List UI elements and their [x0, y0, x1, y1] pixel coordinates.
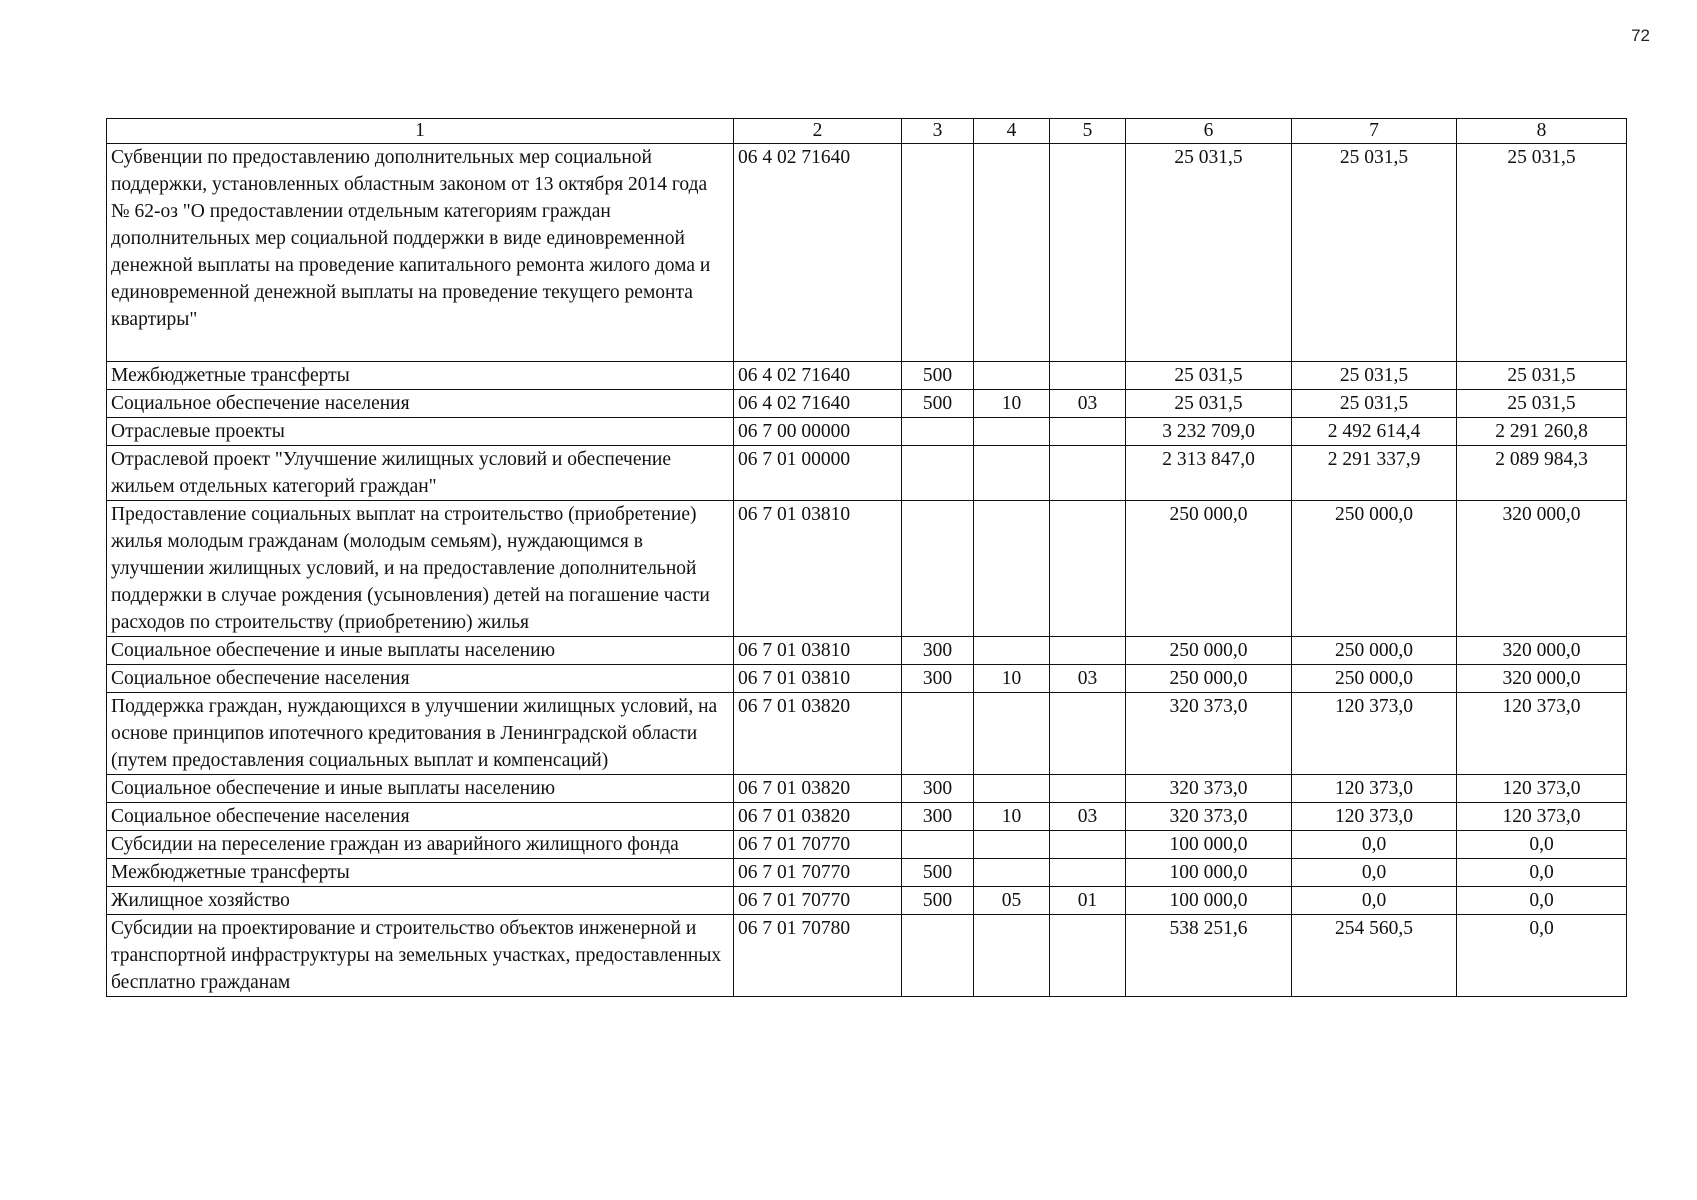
row-pr: 03	[1050, 665, 1126, 693]
header-col-1: 1	[107, 119, 734, 144]
table-row	[107, 915, 1627, 997]
row-pr	[1050, 446, 1126, 501]
row-value-7: 0,0	[1292, 859, 1457, 887]
row-code: 06 7 01 03820	[734, 803, 902, 831]
row-code: 06 4 02 71640	[734, 390, 902, 418]
row-value-6: 100 000,0	[1126, 831, 1292, 859]
row-pr	[1050, 915, 1126, 997]
row-code: 06 7 00 00000	[734, 418, 902, 446]
row-value-7: 254 560,5	[1292, 915, 1457, 997]
row-value-7: 120 373,0	[1292, 775, 1457, 803]
table-row	[107, 803, 1627, 831]
row-value-6: 320 373,0	[1126, 803, 1292, 831]
row-value-8: 25 031,5	[1457, 144, 1627, 362]
row-value-6: 538 251,6	[1126, 915, 1292, 997]
header-col-7: 7	[1292, 119, 1457, 144]
row-pr: 01	[1050, 887, 1126, 915]
table-row	[107, 144, 1627, 362]
row-code: 06 7 01 70780	[734, 915, 902, 997]
row-rz	[974, 144, 1050, 362]
row-value-6: 250 000,0	[1126, 665, 1292, 693]
header-col-8: 8	[1457, 119, 1627, 144]
table-row	[107, 501, 1627, 637]
row-vr	[902, 501, 974, 637]
row-pr: 03	[1050, 390, 1126, 418]
header-row	[107, 119, 1627, 144]
row-rz	[974, 775, 1050, 803]
row-vr: 300	[902, 637, 974, 665]
row-value-7: 2 291 337,9	[1292, 446, 1457, 501]
row-pr	[1050, 144, 1126, 362]
row-name: Социальное обеспечение и иные выплаты населению	[107, 637, 734, 665]
row-value-6: 3 232 709,0	[1126, 418, 1292, 446]
row-value-6: 250 000,0	[1126, 637, 1292, 665]
row-name: Субсидии на проектирование и строительство объектов инженерной и транспортной инфраструктуры на земельных участках, предоставленных бесплатно гражданам	[107, 915, 734, 997]
row-rz: 10	[974, 803, 1050, 831]
row-value-7: 120 373,0	[1292, 693, 1457, 775]
row-pr	[1050, 831, 1126, 859]
row-rz: 10	[974, 390, 1050, 418]
row-value-8: 2 291 260,8	[1457, 418, 1627, 446]
row-code: 06 4 02 71640	[734, 144, 902, 362]
row-name: Отраслевые проекты	[107, 418, 734, 446]
row-value-8: 120 373,0	[1457, 693, 1627, 775]
row-vr	[902, 831, 974, 859]
row-value-7: 25 031,5	[1292, 144, 1457, 362]
row-rz	[974, 446, 1050, 501]
row-value-8: 25 031,5	[1457, 390, 1627, 418]
table-row	[107, 859, 1627, 887]
row-value-6: 250 000,0	[1126, 501, 1292, 637]
row-code: 06 7 01 70770	[734, 887, 902, 915]
row-value-6: 100 000,0	[1126, 887, 1292, 915]
row-rz	[974, 418, 1050, 446]
row-rz	[974, 362, 1050, 390]
table-row	[107, 637, 1627, 665]
row-value-8: 320 000,0	[1457, 501, 1627, 637]
row-value-6: 25 031,5	[1126, 390, 1292, 418]
row-code: 06 7 01 03820	[734, 693, 902, 775]
row-value-7: 0,0	[1292, 887, 1457, 915]
row-value-7: 2 492 614,4	[1292, 418, 1457, 446]
header-col-2: 2	[734, 119, 902, 144]
row-pr	[1050, 362, 1126, 390]
row-vr	[902, 446, 974, 501]
row-name: Субвенции по предоставлению дополнительных мер социальной поддержки, установленных областным законом от 13 октября 2014 года № 62-оз "О предоставлении отдельным категориям граждан дополнительных мер социальной поддержки в виде единовременной денежной выплаты на проведение капитального ремонта жилого дома и единовременной денежной выплаты на проведение текущего ремонта квартиры"	[107, 144, 734, 362]
row-value-8: 120 373,0	[1457, 775, 1627, 803]
table-row	[107, 446, 1627, 501]
row-code: 06 4 02 71640	[734, 362, 902, 390]
row-vr: 500	[902, 887, 974, 915]
table-row	[107, 775, 1627, 803]
row-value-6: 25 031,5	[1126, 144, 1292, 362]
row-value-6: 320 373,0	[1126, 693, 1292, 775]
row-vr: 500	[902, 390, 974, 418]
row-name: Жилищное хозяйство	[107, 887, 734, 915]
row-name: Социальное обеспечение населения	[107, 803, 734, 831]
row-code: 06 7 01 70770	[734, 831, 902, 859]
row-name: Социальное обеспечение населения	[107, 390, 734, 418]
row-value-8: 0,0	[1457, 859, 1627, 887]
row-pr	[1050, 693, 1126, 775]
row-name: Отраслевой проект "Улучшение жилищных условий и обеспечение жильем отдельных категорий граждан"	[107, 446, 734, 501]
row-code: 06 7 01 03810	[734, 637, 902, 665]
row-rz: 10	[974, 665, 1050, 693]
row-rz	[974, 859, 1050, 887]
row-name: Поддержка граждан, нуждающихся в улучшении жилищных условий, на основе принципов ипотечного кредитования в Ленинградской области (путем предоставления социальных выплат и компенсаций)	[107, 693, 734, 775]
row-code: 06 7 01 03820	[734, 775, 902, 803]
page-number: 72	[1631, 26, 1650, 45]
header-col-4: 4	[974, 119, 1050, 144]
row-vr: 500	[902, 859, 974, 887]
table-row	[107, 390, 1627, 418]
row-code: 06 7 01 03810	[734, 501, 902, 637]
row-value-7: 25 031,5	[1292, 390, 1457, 418]
row-value-7: 250 000,0	[1292, 637, 1457, 665]
row-value-8: 2 089 984,3	[1457, 446, 1627, 501]
row-name: Предоставление социальных выплат на строительство (приобретение) жилья молодым гражданам (молодым семьям), нуждающимся в улучшении жилищных условий, и на предоставление дополнительной поддержки в случае рождения (усыновления) детей на погашение части расходов по строительству (приобретению) жилья	[107, 501, 734, 637]
row-vr: 300	[902, 665, 974, 693]
table-row	[107, 665, 1627, 693]
row-rz	[974, 693, 1050, 775]
row-name: Межбюджетные трансферты	[107, 362, 734, 390]
table-row	[107, 362, 1627, 390]
table-row	[107, 831, 1627, 859]
row-value-7: 25 031,5	[1292, 362, 1457, 390]
row-value-6: 2 313 847,0	[1126, 446, 1292, 501]
row-pr	[1050, 637, 1126, 665]
row-value-7: 0,0	[1292, 831, 1457, 859]
row-rz: 05	[974, 887, 1050, 915]
row-pr	[1050, 418, 1126, 446]
row-value-7: 250 000,0	[1292, 501, 1457, 637]
row-vr	[902, 693, 974, 775]
row-vr: 300	[902, 775, 974, 803]
row-rz	[974, 501, 1050, 637]
header-col-5: 5	[1050, 119, 1126, 144]
row-value-8: 320 000,0	[1457, 637, 1627, 665]
table-row	[107, 693, 1627, 775]
budget-table	[106, 118, 1627, 997]
header-col-3: 3	[902, 119, 974, 144]
row-vr: 300	[902, 803, 974, 831]
row-pr	[1050, 775, 1126, 803]
row-name: Социальное обеспечение и иные выплаты населению	[107, 775, 734, 803]
row-value-7: 120 373,0	[1292, 803, 1457, 831]
row-value-8: 0,0	[1457, 915, 1627, 997]
table-row	[107, 887, 1627, 915]
row-rz	[974, 831, 1050, 859]
row-value-8: 0,0	[1457, 831, 1627, 859]
row-value-6: 100 000,0	[1126, 859, 1292, 887]
row-value-6: 25 031,5	[1126, 362, 1292, 390]
row-value-8: 120 373,0	[1457, 803, 1627, 831]
row-rz	[974, 915, 1050, 997]
row-value-8: 320 000,0	[1457, 665, 1627, 693]
row-vr: 500	[902, 362, 974, 390]
row-value-8: 0,0	[1457, 887, 1627, 915]
row-pr	[1050, 501, 1126, 637]
row-pr: 03	[1050, 803, 1126, 831]
row-vr	[902, 418, 974, 446]
row-code: 06 7 01 70770	[734, 859, 902, 887]
row-vr	[902, 915, 974, 997]
row-name: Социальное обеспечение населения	[107, 665, 734, 693]
row-value-6: 320 373,0	[1126, 775, 1292, 803]
row-pr	[1050, 859, 1126, 887]
row-rz	[974, 637, 1050, 665]
header-col-6: 6	[1126, 119, 1292, 144]
row-name: Субсидии на переселение граждан из аварийного жилищного фонда	[107, 831, 734, 859]
table-row	[107, 418, 1627, 446]
row-name: Межбюджетные трансферты	[107, 859, 734, 887]
row-value-8: 25 031,5	[1457, 362, 1627, 390]
row-vr	[902, 144, 974, 362]
row-code: 06 7 01 00000	[734, 446, 902, 501]
row-value-7: 250 000,0	[1292, 665, 1457, 693]
row-code: 06 7 01 03810	[734, 665, 902, 693]
